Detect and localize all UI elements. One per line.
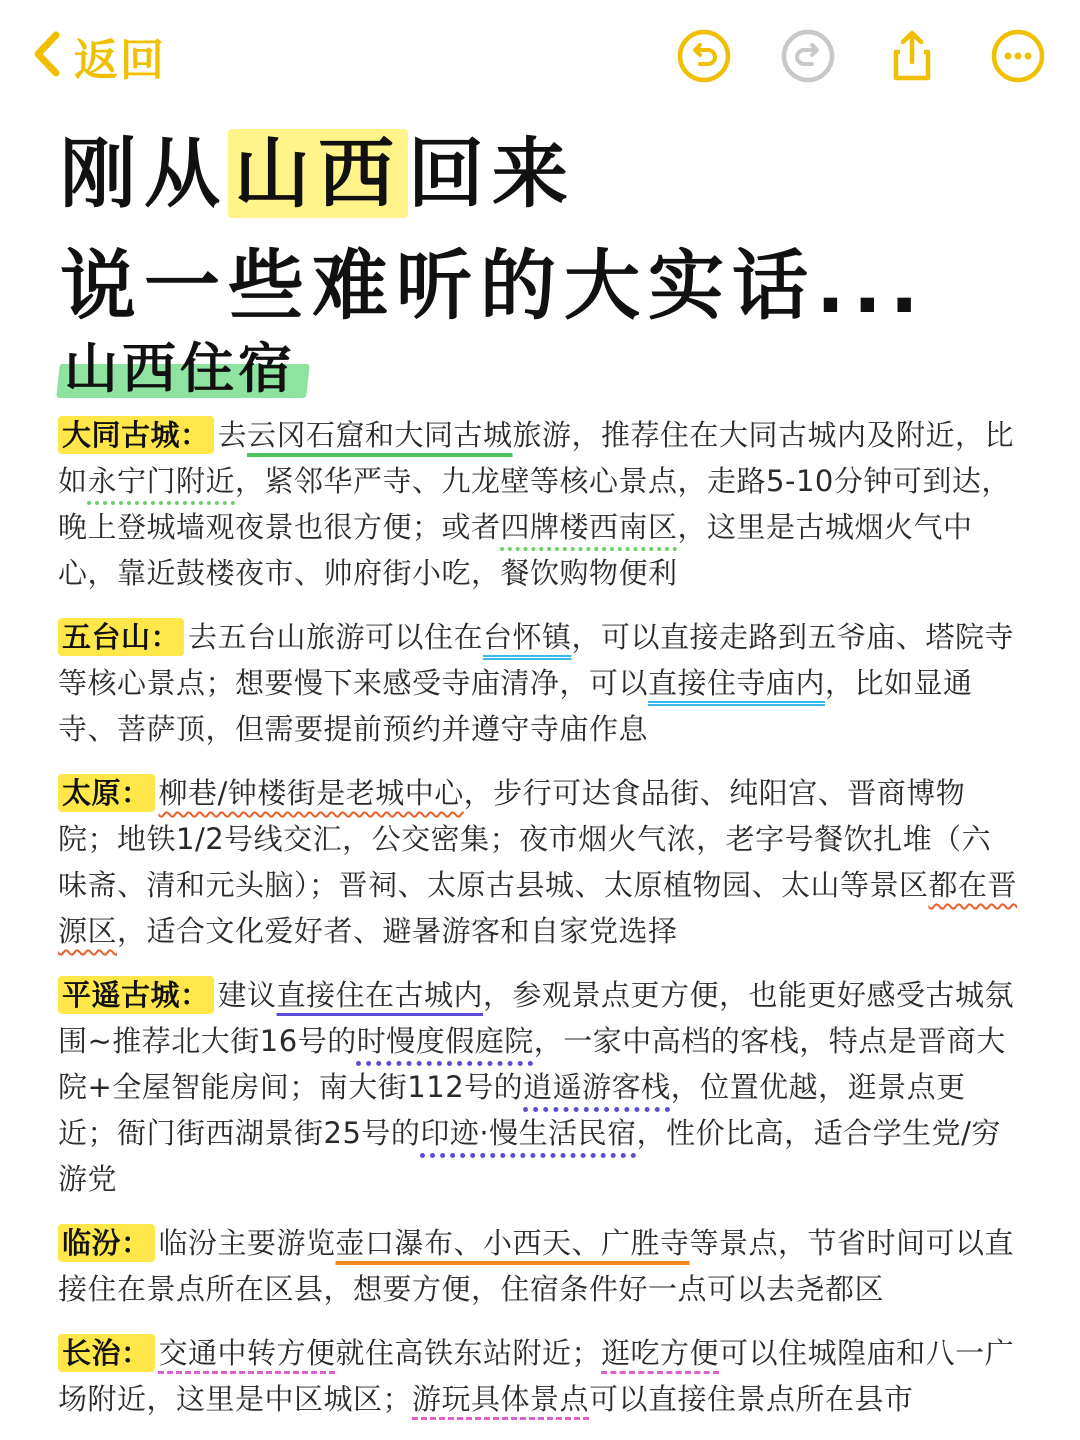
section-datong bbox=[58, 412, 1018, 596]
section-label: 临汾： bbox=[58, 1224, 155, 1262]
highlighted-phrase: 时慢度假庭院 bbox=[356, 1024, 534, 1058]
section-text: ，可以直接走路到五爷庙、塔院寺等核心景点；想要慢下来感受寺庙清净，可以 bbox=[58, 620, 1015, 700]
section-text: 等景点，节省时间可以直接住在景点所在区县，想要方便，住宿条件好一点可以去尧都区 bbox=[58, 1226, 1015, 1306]
share-button[interactable] bbox=[884, 28, 940, 84]
undo-icon bbox=[676, 28, 732, 84]
highlighted-phrase: 直接住寺庙内 bbox=[648, 666, 826, 700]
section-heading-text: 山西住宿 bbox=[58, 335, 308, 400]
section-label: 大同古城： bbox=[58, 416, 214, 454]
section-taiyuan bbox=[58, 770, 1018, 954]
highlighted-phrase: 印迹·慢生活民宿 bbox=[420, 1116, 637, 1150]
highlighted-phrase: 都在晋源区 bbox=[58, 868, 1018, 948]
section-text: ，比如显通寺、菩萨顶，但需要提前预约并遵守寺庙作息 bbox=[58, 666, 973, 746]
title-line-2: 说一些难听的大实话... bbox=[60, 241, 927, 330]
section-text: 临汾主要游览 bbox=[158, 1226, 336, 1260]
content-sections bbox=[58, 412, 1018, 1440]
section-text: 就住高铁东站附近； bbox=[335, 1336, 602, 1370]
redo-button[interactable] bbox=[780, 28, 836, 84]
title-line-1-prefix: 刚从 bbox=[60, 129, 228, 218]
section-label: 平遥古城： bbox=[58, 976, 214, 1014]
section-text: 可以直接住景点所在县市 bbox=[589, 1382, 914, 1416]
section-label: 长治： bbox=[58, 1334, 155, 1372]
section-text: ，适合文化爱好者、避暑游客和自家党选择 bbox=[117, 914, 678, 948]
highlighted-phrase: 永宁门附近 bbox=[87, 464, 236, 498]
back-label: 返回 bbox=[74, 35, 166, 86]
redo-icon bbox=[780, 28, 836, 84]
section-text: 去五台山旅游可以住在 bbox=[188, 620, 484, 654]
highlighted-phrase: 柳巷/钟楼街是老城中心 bbox=[158, 776, 464, 810]
section-text: 可以住城隍庙和八一广场附近，这里是中区城区； bbox=[58, 1336, 1015, 1416]
highlighted-phrase: 壶口瀑布、小西天、广胜寺 bbox=[335, 1226, 690, 1260]
highlighted-phrase: 游玩具体景点 bbox=[412, 1382, 590, 1416]
share-icon bbox=[884, 28, 940, 84]
highlighted-phrase: 逛吃方便 bbox=[601, 1336, 720, 1370]
more-button[interactable] bbox=[990, 28, 1046, 84]
section-text: ，位置优越，逛景点更近；衙门街西湖景街25号的 bbox=[58, 1070, 966, 1150]
section-text: ，参观景点更方便，也能更好感受古城氛围~推荐北大街16号的 bbox=[58, 978, 1015, 1058]
section-text: ，性价比高，适合学生党/穷游党 bbox=[58, 1116, 1001, 1196]
section-pingyao bbox=[58, 972, 1018, 1202]
section-label: 五台山： bbox=[58, 618, 184, 656]
section-text: 旅游，推荐住在大同古城内及附近，比如 bbox=[58, 418, 1015, 498]
section-text: ，一家中高档的客栈，特点是晋商大院+全屋智能房间；南大街112号的 bbox=[58, 1024, 1006, 1104]
title-highlight: 山西 bbox=[228, 129, 408, 218]
highlighted-phrase: 逍遥游客栈 bbox=[523, 1070, 671, 1104]
highlighted-phrase: 交通中转方便 bbox=[158, 1336, 336, 1370]
section-linfen bbox=[58, 1220, 1018, 1312]
section-text: ，紧邻华严寺、九龙壁等核心景点，走路5-10分钟可到达，晚上登城墙观夜景也很方便；或者 bbox=[58, 464, 1011, 544]
highlighted-phrase: 台怀镇 bbox=[483, 620, 572, 654]
section-heading bbox=[58, 326, 308, 403]
section-text: ，这里是古城烟火气中心，靠近鼓楼夜市、帅府街小吃，餐饮购物便利 bbox=[58, 510, 973, 590]
section-label: 太原： bbox=[58, 774, 155, 812]
back-button[interactable] bbox=[30, 24, 166, 88]
section-text: 建议 bbox=[217, 978, 277, 1012]
more-icon bbox=[990, 28, 1046, 84]
highlighted-phrase: 四牌楼西南区 bbox=[500, 510, 678, 544]
top-nav-bar bbox=[0, 0, 1080, 110]
undo-button[interactable] bbox=[676, 28, 732, 84]
chevron-left-icon bbox=[30, 29, 64, 83]
section-changzhi bbox=[58, 1330, 1018, 1422]
title-line-1-suffix: 回来 bbox=[408, 129, 576, 218]
page-title bbox=[60, 118, 927, 342]
highlighted-phrase: 直接住在古城内 bbox=[276, 978, 484, 1012]
section-text: ，步行可达食品街、纯阳宫、晋商博物院；地铁1/2号线交汇，公交密集；夜市烟火气浓，老字号餐饮扎堆（六味斋、清和元头脑）；晋祠、太原古县城、太原植物园、太山等景区 bbox=[58, 776, 992, 902]
section-wutaishan bbox=[58, 614, 1018, 752]
title-line-1 bbox=[60, 118, 927, 230]
section-text: 去 bbox=[217, 418, 248, 452]
highlighted-phrase: 云冈石窟和大同古城 bbox=[247, 418, 513, 452]
